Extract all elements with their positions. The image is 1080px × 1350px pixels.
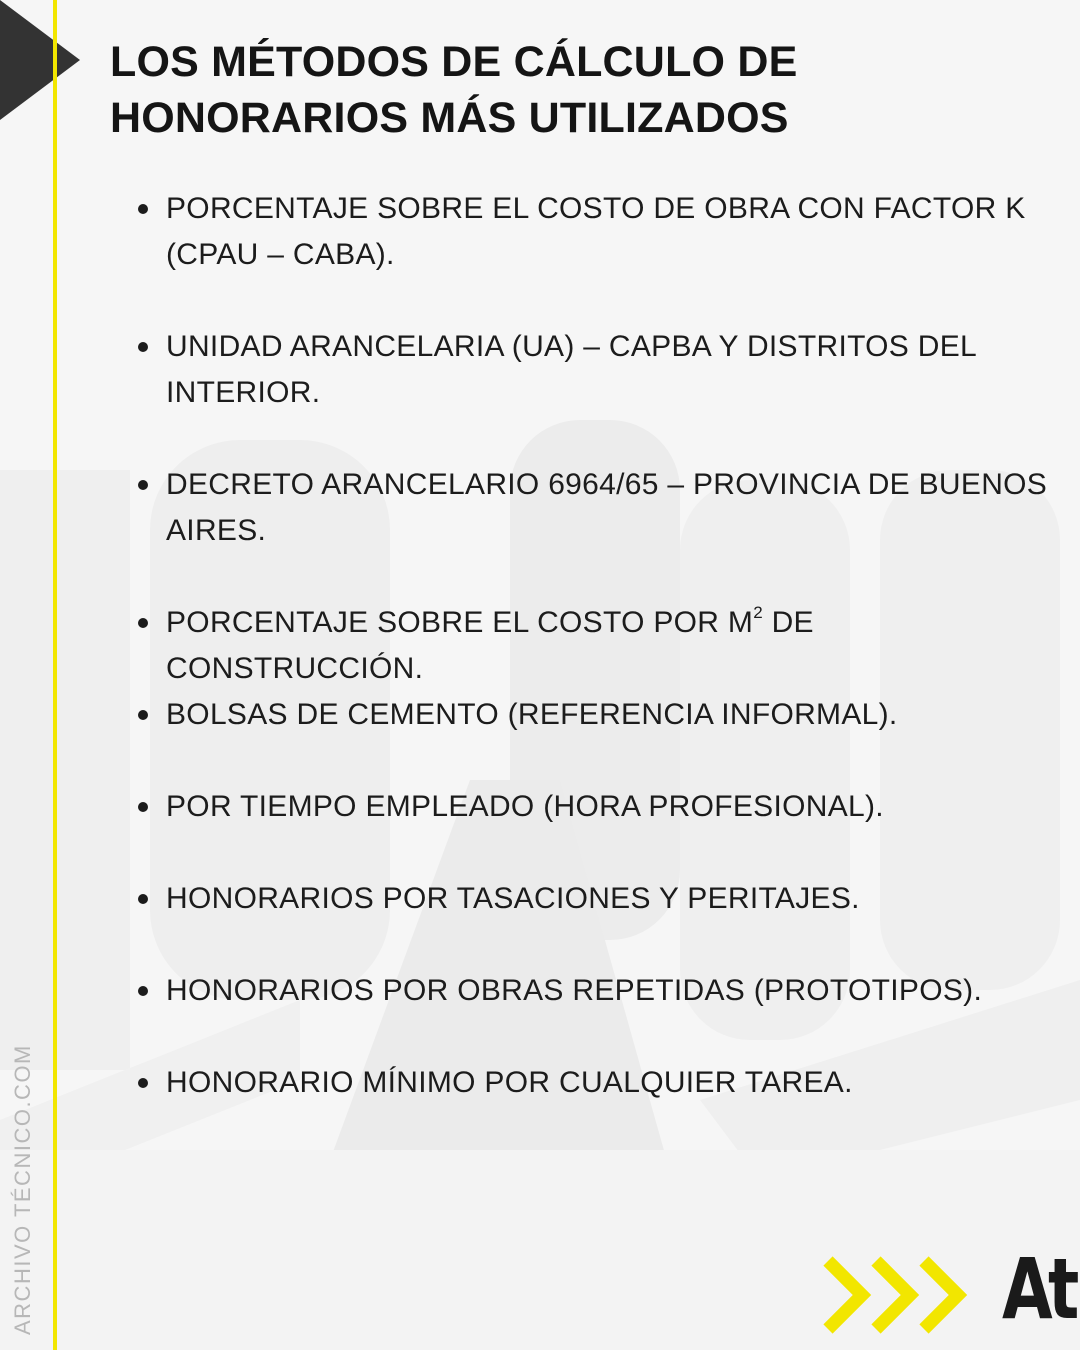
list-item [130,324,1050,416]
bullet-icon [138,342,148,352]
list-item [130,186,1050,278]
list-item-text: HONORARIOS POR TASACIONES Y PERITAJES. [166,882,860,915]
list-item-text: BOLSAS DE CEMENTO (REFERENCIA INFORMAL). [166,698,898,731]
bullet-icon [138,480,148,490]
superscript-two: 2 [753,603,763,622]
list-item-text: PORCENTAJE SOBRE EL COSTO POR M [166,606,754,639]
list-item [130,784,1050,830]
list-item-text: DECRETO ARANCELARIO 6964/65 – PROVINCIA DE BUENOS AIRES. [166,468,1048,547]
bullet-icon [138,204,148,214]
corner-triangle-decoration [0,0,80,120]
list-item [130,968,1050,1014]
list-item [130,462,1050,554]
page-title: LOS MÉTODOS DE CÁLCULO DE HONORARIOS MÁS UTILIZADOS [110,38,798,142]
list-item [130,692,1050,738]
list-item-text: PORCENTAJE SOBRE EL COSTO DE OBRA CON FACTOR K (CPAU – CABA). [166,192,1026,271]
archivo-tecnico-logo: At [1002,1240,1075,1338]
list-item-text: POR TIEMPO EMPLEADO (HORA PROFESIONAL). [166,790,884,823]
bullet-icon [138,710,148,720]
accent-vertical-line [53,0,57,1350]
bullet-icon [138,802,148,812]
list-item [130,1060,1050,1106]
triangle-icon [0,0,80,120]
triple-chevron-right-icon [822,1255,972,1335]
list-item-text: HONORARIO MÍNIMO POR CUALQUIER TAREA. [166,1066,853,1099]
list-item-text: UNIDAD ARANCELARIA (UA) – CAPBA Y DISTRITOS DEL INTERIOR. [166,330,976,409]
bullet-icon [138,986,148,996]
list-item [130,876,1050,922]
list-item-text: HONORARIOS POR OBRAS REPETIDAS (PROTOTIPOS). [166,974,983,1007]
site-watermark: ARCHIVO TÉCNICO.COM [10,1044,35,1335]
bullet-icon [138,894,148,904]
list-item [130,600,1070,692]
list-item-text-after: DE CONSTRUCCIÓN. [166,606,814,685]
bullet-icon [138,1078,148,1088]
bullet-icon [138,618,148,628]
